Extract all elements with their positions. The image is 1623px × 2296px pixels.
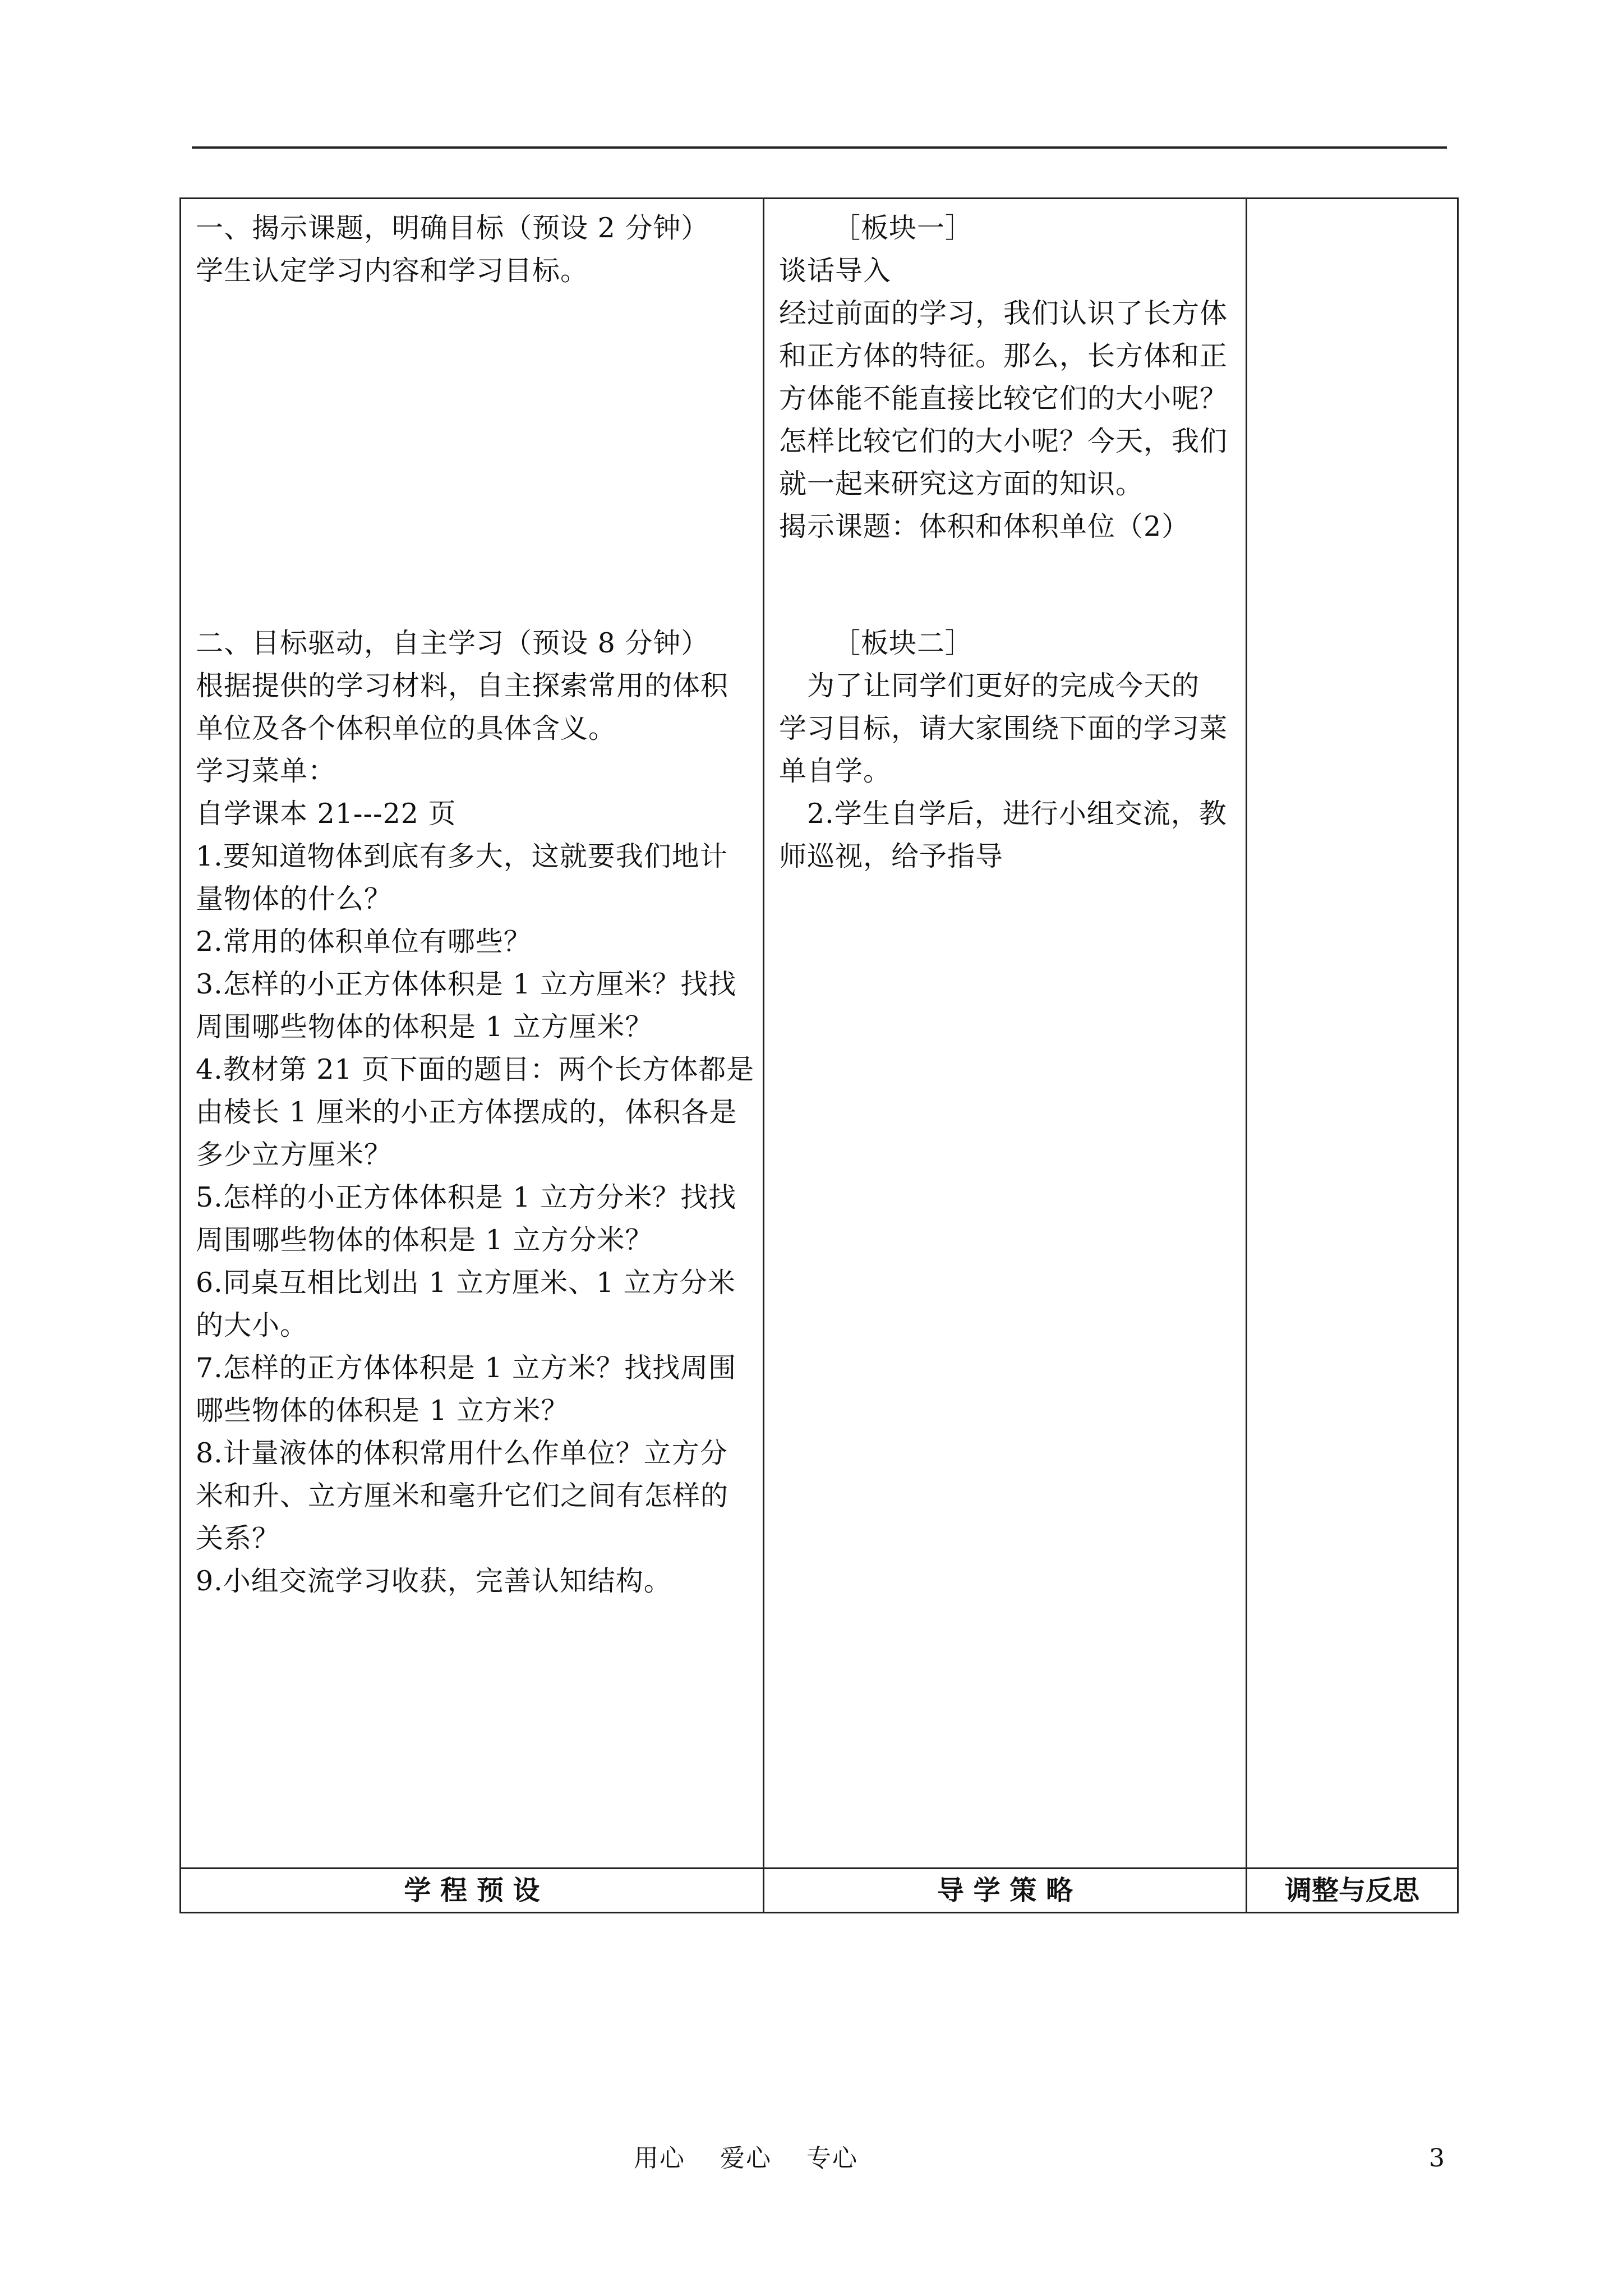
plate2-line: 师巡视，给予指导 bbox=[779, 840, 1004, 872]
adjustment-reflection-header: 调整与反思 bbox=[1247, 1869, 1458, 1913]
footer-motto-item: 爱心 bbox=[720, 2144, 772, 2173]
section2-title: 二、目标驱动，自主学习（预设 8 分钟） bbox=[196, 627, 709, 659]
section2-line: 8.计量液体的体积常用什么作单位？立方分 bbox=[196, 1437, 728, 1469]
section2-line: 由棱长 1 厘米的小正方体摆成的，体积各是 bbox=[196, 1096, 737, 1128]
column-header-row bbox=[181, 1869, 1458, 1913]
section2-line: 量物体的什么？ bbox=[196, 883, 393, 915]
plate2-line: 为了让同学们更好的完成今天的 bbox=[807, 670, 1200, 702]
section1-title: 一、揭示课题，明确目标（预设 2 分钟） bbox=[196, 212, 709, 244]
learning-process-header: 学 程 预 设 bbox=[181, 1869, 764, 1913]
plate1-line: 方体能不能直接比较它们的大小呢？ bbox=[779, 383, 1228, 415]
section2-line: 自学课本 21---22 页 bbox=[196, 798, 457, 830]
footer-motto-item: 用心 bbox=[634, 2144, 685, 2173]
plate1-line: 揭示课题：体积和体积单位（2） bbox=[779, 510, 1190, 542]
plate1 bbox=[779, 207, 1231, 548]
header-rule bbox=[192, 146, 1447, 149]
learning-process-cell bbox=[181, 199, 764, 1869]
section2-line: 6.同桌互相比划出 1 立方厘米、1 立方分米 bbox=[196, 1267, 736, 1299]
section2-line: 的大小。 bbox=[196, 1309, 308, 1341]
plate1-line: 谈话导入 bbox=[779, 255, 892, 287]
section2-line: 单位及各个体积单位的具体含义。 bbox=[196, 712, 617, 744]
section2-line: 5.怎样的小正方体体积是 1 立方分米？找找 bbox=[196, 1181, 737, 1213]
section2-line: 4.教材第 21 页下面的题目：两个长方体都是 bbox=[196, 1053, 755, 1085]
section2-line: 学习菜单： bbox=[196, 755, 336, 787]
plate1-line: 和正方体的特征。那么，长方体和正 bbox=[779, 340, 1228, 372]
guidance-strategy-header: 导 学 策 略 bbox=[764, 1869, 1247, 1913]
plate1-title: ［板块一］ bbox=[833, 212, 974, 244]
section2-line: 多少立方厘米？ bbox=[196, 1139, 393, 1171]
section2-line: 9.小组交流学习收获，完善认知结构。 bbox=[196, 1565, 672, 1597]
page-number: 3 bbox=[1429, 2144, 1445, 2173]
plate1-line: 经过前面的学习，我们认识了长方体 bbox=[779, 297, 1228, 329]
section2-line: 关系？ bbox=[196, 1522, 280, 1554]
section2 bbox=[196, 622, 755, 1603]
plate2 bbox=[779, 622, 1231, 878]
plate2-line: 单自学。 bbox=[779, 755, 892, 787]
section2-line: 周围哪些物体的体积是 1 立方厘米？ bbox=[196, 1011, 653, 1043]
plate1-line: 怎样比较它们的大小呢？今天，我们 bbox=[779, 425, 1228, 457]
adjustment-reflection-cell bbox=[1247, 199, 1458, 1869]
plate2-line: 学习目标，请大家围绕下面的学习菜 bbox=[779, 712, 1228, 744]
plate1-line: 就一起来研究这方面的知识。 bbox=[779, 468, 1144, 500]
section2-line: 哪些物体的体积是 1 立方米？ bbox=[196, 1395, 569, 1427]
section2-line: 3.怎样的小正方体体积是 1 立方厘米？找找 bbox=[196, 968, 737, 1000]
section1 bbox=[196, 207, 748, 292]
guidance-strategy-cell bbox=[764, 199, 1247, 1869]
section1-line: 学生认定学习内容和学习目标。 bbox=[196, 255, 589, 287]
section2-line: 2.常用的体积单位有哪些？ bbox=[196, 926, 532, 958]
content-row bbox=[181, 199, 1458, 1869]
section2-line: 米和升、立方厘米和毫升它们之间有怎样的 bbox=[196, 1480, 729, 1512]
section2-line: 1.要知道物体到底有多大，这就要我们地计 bbox=[196, 840, 728, 872]
lesson-plan-table bbox=[179, 197, 1459, 1913]
plate2-line: 2.学生自学后，进行小组交流，教 bbox=[807, 798, 1227, 830]
section2-line: 7.怎样的正方体体积是 1 立方米？找找周围 bbox=[196, 1352, 737, 1384]
section2-line: 周围哪些物体的体积是 1 立方分米？ bbox=[196, 1224, 653, 1256]
page-footer-motto bbox=[634, 2142, 893, 2175]
footer-motto-item: 专心 bbox=[806, 2144, 858, 2173]
plate2-title: ［板块二］ bbox=[833, 627, 974, 659]
section2-line: 根据提供的学习材料，自主探索常用的体积 bbox=[196, 670, 729, 702]
